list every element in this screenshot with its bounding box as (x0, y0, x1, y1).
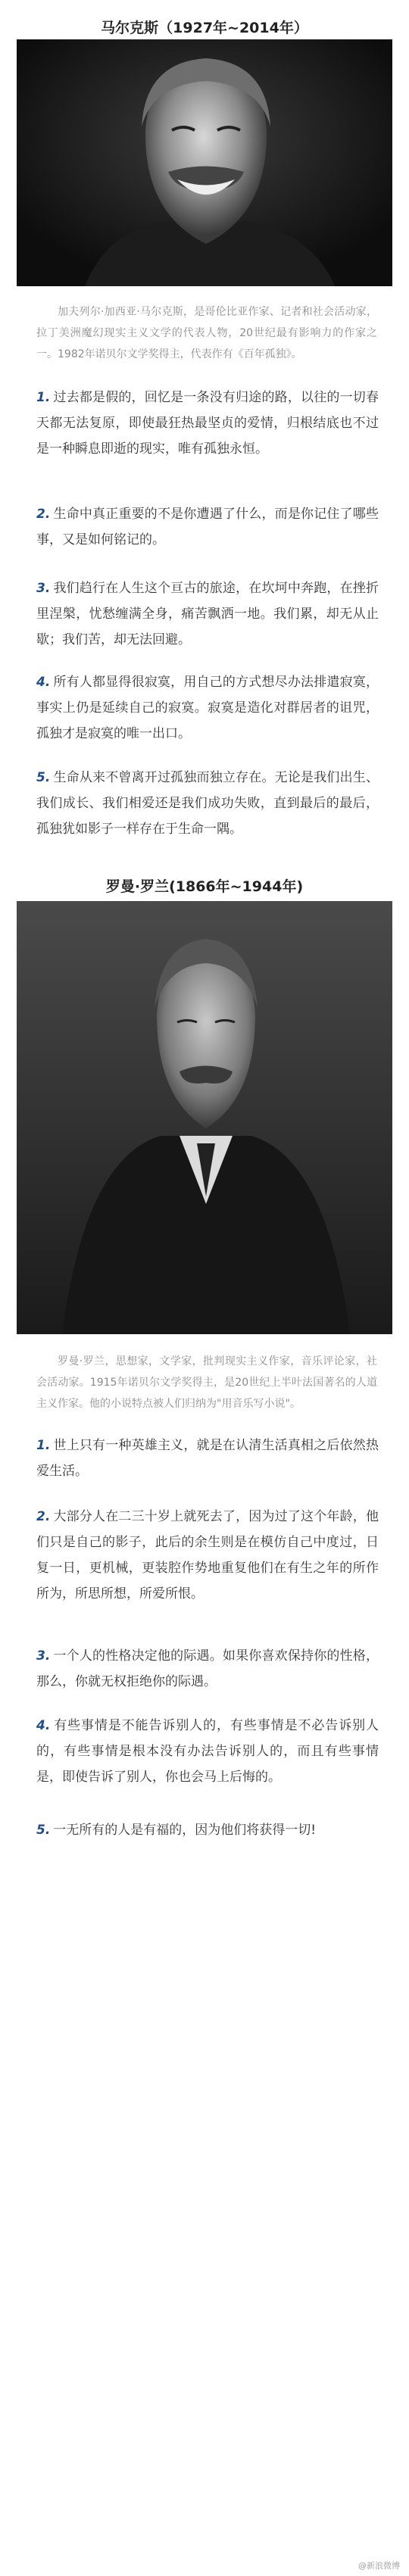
quote-text: 生命中真正重要的不是你遭遇了什么，而是你记住了哪些事，又是如何铭记的。 (36, 507, 379, 547)
quote-rolland-1 (36, 1433, 379, 1484)
quote-number: 1. (36, 1438, 51, 1453)
watermark: @新浪微博 (358, 2561, 400, 2571)
quote-number: 3. (36, 1648, 51, 1664)
quote-rolland-2 (36, 1504, 379, 1607)
quote-rolland-5 (36, 1817, 379, 1843)
quote-marquez-2 (36, 501, 379, 553)
quote-number: 4. (36, 675, 51, 690)
quote-marquez-5 (36, 765, 379, 842)
quote-rolland-3 (36, 1643, 379, 1695)
quote-marquez-3 (36, 575, 379, 653)
quote-text: 我们趋行在人生这个亘古的旅途，在坎坷中奔跑，在挫折里涅槃，忧愁缠满全身，痛苦飘洒一地。我们累，却无从止歇；我们苦，却无法回避。 (36, 581, 379, 647)
quote-text: 过去都是假的，回忆是一条没有归途的路，以往的一切春天都无法复原，即使最狂热最坚贞的爱情，归根结底也不过是一种瞬息即逝的现实，唯有孤独永恒。 (36, 390, 379, 457)
quote-number: 3. (36, 581, 51, 596)
quote-text: 一个人的性格决定他的际遇。如果你喜欢保持你的性格，那么，你就无权拒绝你的际遇。 (36, 1648, 379, 1689)
quote-text: 有些事情是不能告诉别人的，有些事情是不必告诉别人的，有些事情是根本没有办法告诉别人的，而且有些事情是，即使告诉了别人，你也会马上后悔的。 (36, 1718, 379, 1785)
quote-rolland-4 (36, 1713, 379, 1790)
quote-text: 世上只有一种英雄主义，就是在认清生活真相之后依然热爱生活。 (36, 1438, 379, 1479)
quote-number: 2. (36, 1509, 51, 1524)
quote-text: 大部分人在二三十岁上就死去了，因为过了这个年龄，他们只是自己的影子，此后的余生则是在模仿自己中度过，日复一日，更机械，更装腔作势地重复他们在有生之年的所作所为，所思所想，所爱所恨。 (36, 1509, 379, 1601)
quote-marquez-1 (36, 385, 379, 462)
quote-number: 5. (36, 770, 51, 785)
quote-number: 2. (36, 507, 51, 522)
bio-marquez: 加夫列尔·加西亚·马尔克斯，是哥伦比亚作家、记者和社会活动家，拉丁美洲魔幻现实主义文学的代表人物，20世纪最有影响力的作家之一。1982年诺贝尔文学奖得主，代表作有《百年孤独》。 (36, 306, 377, 360)
quote-text: 所有人都显得很寂寞，用自己的方式想尽办法排遣寂寞，事实上仍是延续自己的寂寞。寂寞是造化对群居者的诅咒，孤独才是寂寞的唯一出口。 (36, 675, 379, 741)
quote-number: 1. (36, 390, 51, 405)
portrait-photo-marquez (17, 39, 392, 286)
quote-marquez-4 (36, 669, 379, 747)
section-title-rolland: 罗曼·罗兰(1866年~1944年) (105, 878, 304, 895)
section-title-marquez: 马尔克斯（1927年~2014年） (101, 20, 308, 36)
quote-number: 5. (36, 1823, 51, 1838)
quote-number: 4. (36, 1718, 51, 1733)
quote-text: 生命从来不曾离开过孤独而独立存在。无论是我们出生、我们成长、我们相爱还是我们成功失败，直到最后的最后，孤独犹如影子一样存在于生命一隅。 (36, 770, 379, 837)
bio-rolland: 罗曼·罗兰，思想家，文学家，批判现实主义作家，音乐评论家，社会活动家。1915年诺贝尔文学奖得主，是20世纪上半叶法国著名的人道主义作家。他的小说特点被人们归纳为"用音乐写小说"。 (36, 1355, 377, 1410)
quote-text: 一无所有的人是有福的，因为他们将获得一切! (53, 1823, 317, 1838)
portrait-photo-rolland (17, 901, 392, 1334)
